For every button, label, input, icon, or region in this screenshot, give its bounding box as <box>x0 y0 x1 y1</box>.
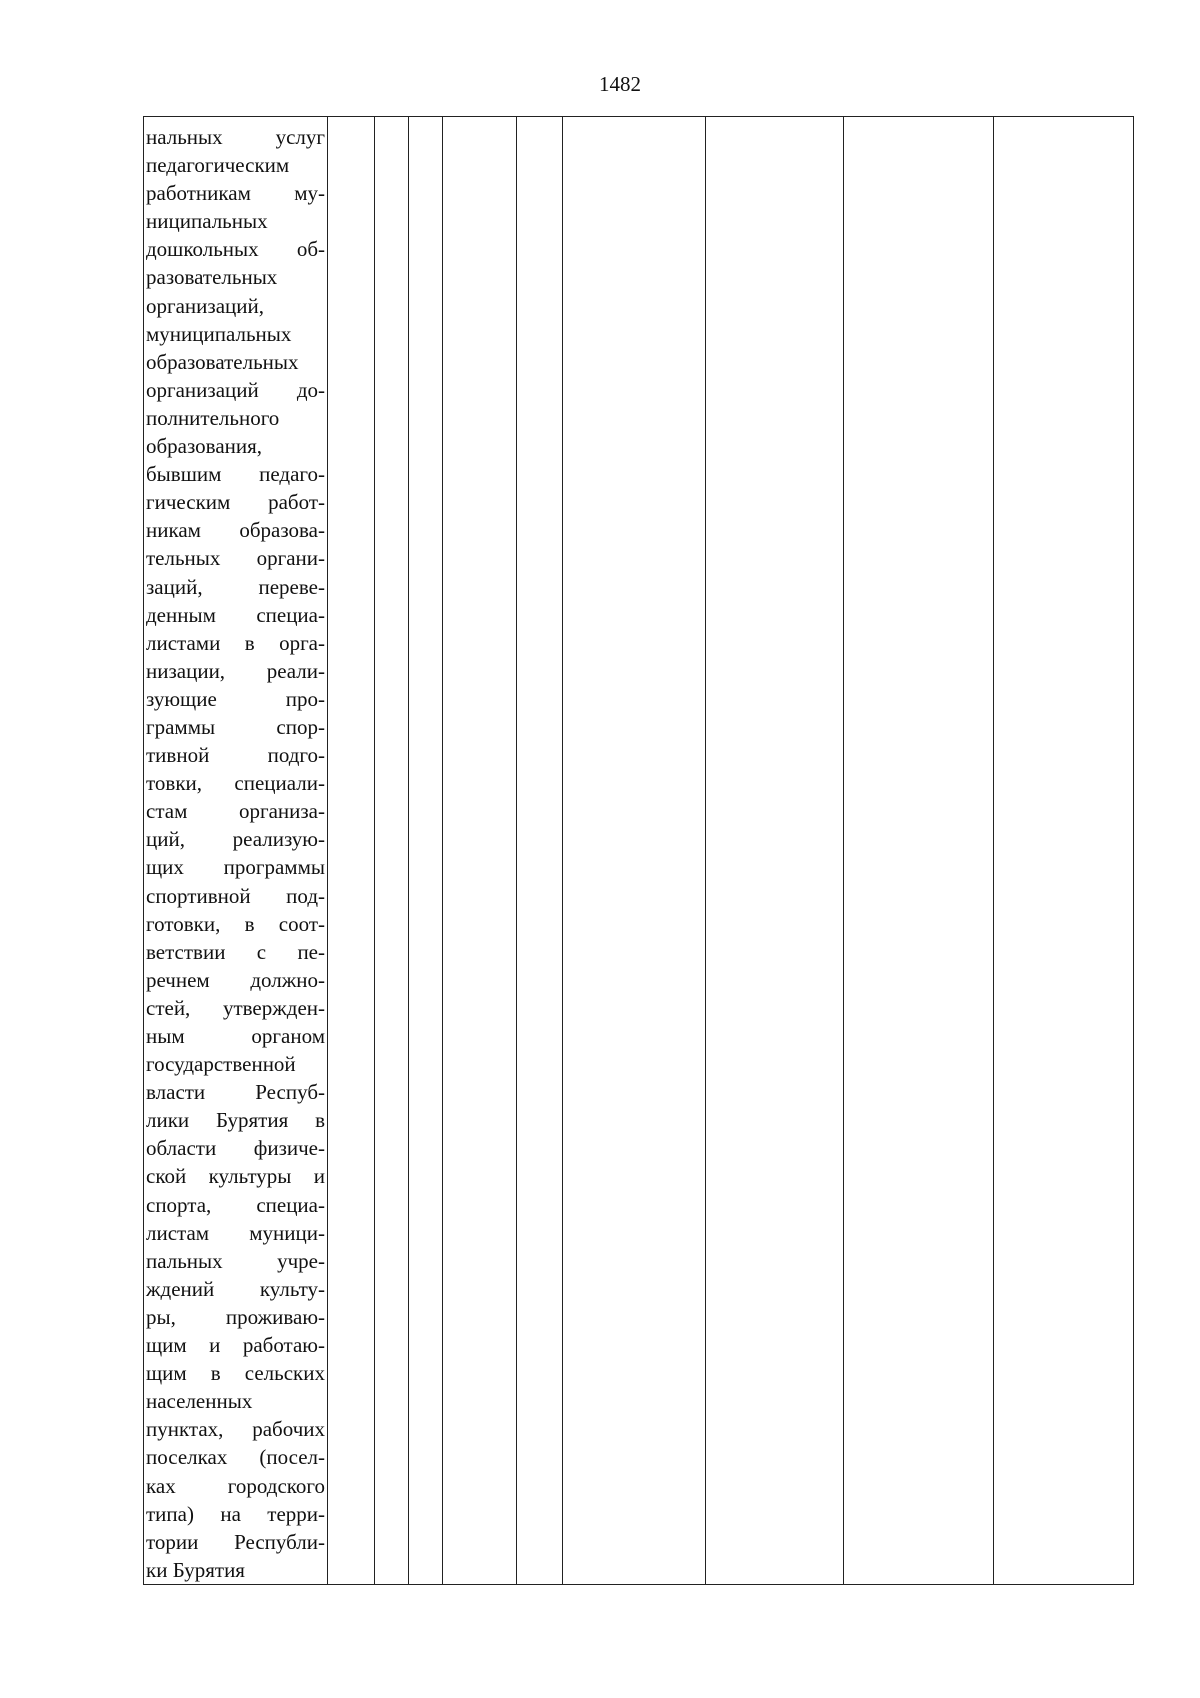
cell-text-line: ки Бурятия <box>146 1557 245 1582</box>
cell-text-line: заций, переве- <box>146 574 325 599</box>
cell-text-line: ций, реализую- <box>146 827 325 852</box>
cell-text-line: ждений культу- <box>146 1276 325 1301</box>
cell-text-line: гическим работ- <box>146 490 325 515</box>
cell-text-line: лики Бурятия в <box>146 1108 325 1133</box>
cell-text-line: работникам му- <box>146 181 325 206</box>
cell-text-line: стей, утвержден- <box>146 995 325 1020</box>
cell-text-line: образовательных <box>146 349 299 374</box>
cell-text-line: типа) на терри- <box>146 1501 325 1526</box>
description-cell <box>144 117 328 1585</box>
cell-text-line: ным органом <box>146 1024 325 1048</box>
table-cell-3 <box>375 117 409 1585</box>
table-row <box>144 117 1134 1585</box>
cell-text-line: государственной <box>146 1052 296 1077</box>
cell-text-line: ской культуры и <box>146 1164 325 1189</box>
cell-text-line: организаций до- <box>146 377 325 402</box>
cell-text-line: щим и работаю- <box>146 1333 325 1358</box>
table-cell-10 <box>994 117 1134 1585</box>
cell-text-line: листам муници- <box>146 1220 325 1245</box>
cell-text-line: муниципальных <box>146 321 292 346</box>
document-table <box>143 116 1134 1585</box>
cell-text-line: тории Республи- <box>146 1529 325 1554</box>
table-cell-7 <box>563 117 706 1585</box>
cell-text-line: бывшим педаго- <box>146 462 325 487</box>
cell-text-line: организаций, <box>146 293 264 318</box>
table-cell-5 <box>443 117 517 1585</box>
cell-text-line: поселках (посел- <box>146 1445 325 1470</box>
table-cell-8 <box>706 117 844 1585</box>
cell-text-line: стам организа- <box>146 799 325 824</box>
cell-text-line: зующие про- <box>146 686 325 711</box>
cell-text-line: образования, <box>146 434 263 459</box>
cell-text-line: власти Респуб- <box>146 1080 325 1105</box>
cell-text-line: ках городского <box>146 1473 325 1498</box>
cell-text-line: никам образова- <box>146 518 325 543</box>
cell-text-line: тивной подго- <box>146 743 325 768</box>
table-cell-9 <box>844 117 994 1585</box>
table-cell-2 <box>328 117 375 1585</box>
cell-text-line: ры, проживаю- <box>146 1304 325 1329</box>
cell-text-line: области физиче- <box>146 1136 325 1161</box>
cell-text-line: разовательных <box>146 265 278 290</box>
cell-text-line: спортивной под- <box>146 883 325 908</box>
cell-text-line: ветствии с пе- <box>146 939 325 964</box>
cell-text-line: дошкольных об- <box>146 237 325 262</box>
cell-text-line: ниципальных <box>146 209 268 234</box>
cell-text-line: низации, реали- <box>146 658 325 683</box>
cell-text-line: спорта, специа- <box>146 1192 325 1217</box>
cell-text-line: пунктах, рабочих <box>146 1417 325 1442</box>
cell-text-line: пальных учре- <box>146 1248 325 1273</box>
cell-text-line: тельных органи- <box>146 546 325 571</box>
cell-text-line: листами в орга- <box>146 630 325 655</box>
cell-text-line: граммы спор- <box>146 714 325 739</box>
cell-text-line: нальных услуг <box>146 125 325 149</box>
cell-text-line: готовки, в соот- <box>146 911 325 936</box>
cell-text-line: товки, специали- <box>146 771 325 796</box>
table-cell-6 <box>517 117 563 1585</box>
cell-text-line: населенных <box>146 1389 253 1414</box>
cell-text-line: полнительного <box>146 405 280 430</box>
cell-text-line: педагогическим <box>146 153 290 178</box>
cell-text-line: денным специа- <box>146 602 325 627</box>
page-number: 1482 <box>599 72 641 96</box>
cell-text-line: щих программы <box>146 855 325 880</box>
cell-text-line: щим в сельских <box>146 1361 325 1386</box>
description-text <box>146 123 325 1584</box>
table-cell-4 <box>409 117 443 1585</box>
cell-text-line: речнем должно- <box>146 967 325 992</box>
